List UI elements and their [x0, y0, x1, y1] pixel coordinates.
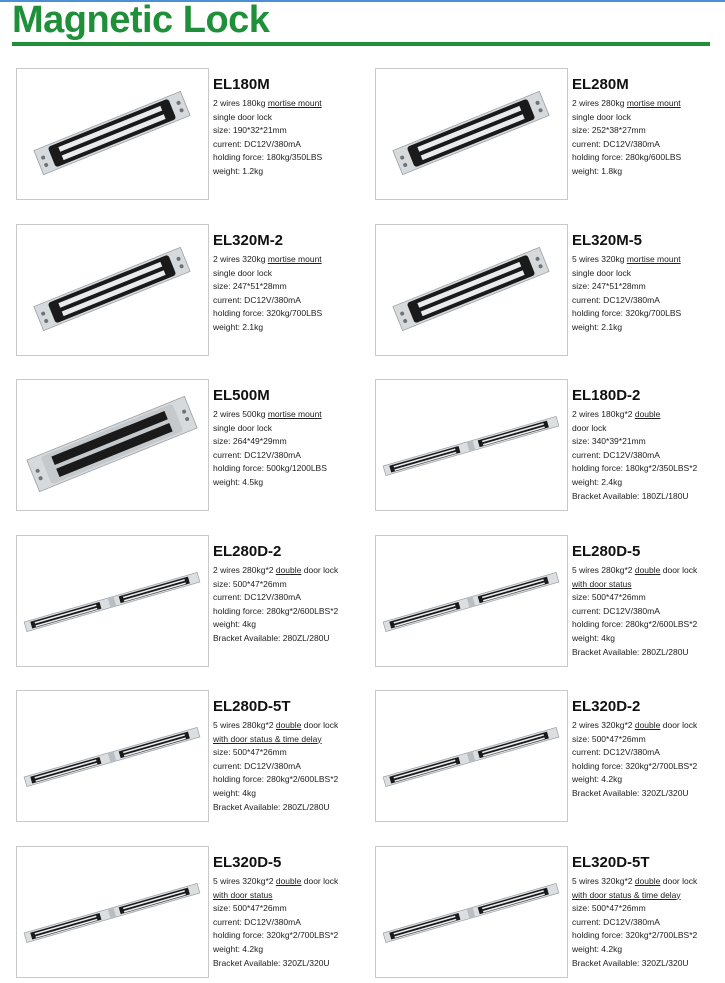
- spec-line: [572, 929, 722, 943]
- spec-text: holding force: 500kg/1200LBS: [213, 463, 327, 474]
- spec-line: [572, 124, 722, 138]
- spec-highlight: mortise mount: [267, 409, 322, 419]
- spec-line: [572, 280, 722, 294]
- spec-highlight: double: [634, 409, 661, 419]
- product-model: EL280M: [572, 76, 629, 93]
- product-model: EL180D-2: [572, 387, 641, 404]
- spec-line: [572, 138, 722, 152]
- spec-line: [572, 435, 722, 449]
- spec-text: size: 247*51*28mm: [213, 281, 287, 292]
- product-image: [375, 224, 568, 356]
- spec-line: [572, 605, 722, 619]
- spec-line: [572, 490, 722, 504]
- spec-highlight: mortise mount: [267, 98, 322, 108]
- spec-line: [572, 111, 722, 125]
- spec-highlight: double: [275, 565, 302, 575]
- spec-text: current: DC12V/380mA: [572, 449, 660, 460]
- spec-text: single door lock: [213, 111, 273, 122]
- spec-line: [213, 875, 363, 889]
- large-mortise-lock-image: [17, 380, 208, 510]
- spec-line: [572, 943, 722, 957]
- spec-text: Bracket Available: 180ZL/180U: [572, 490, 689, 501]
- spec-line: [572, 875, 722, 889]
- spec-text: 2 wires 320kg*2: [572, 720, 635, 730]
- spec-line: [213, 138, 363, 152]
- product-model: EL320D-2: [572, 698, 641, 715]
- product-info: [213, 387, 363, 490]
- spec-line: [572, 253, 722, 267]
- spec-highlight: with door status: [213, 889, 273, 900]
- spec-text: 2 wires 500kg: [213, 409, 268, 419]
- spec-line: [572, 902, 722, 916]
- spec-text: current: DC12V/380mA: [213, 138, 301, 149]
- spec-line: [213, 253, 363, 267]
- spec-line: [213, 165, 363, 179]
- product-card: [375, 846, 720, 978]
- product-card: [16, 535, 361, 667]
- spec-line: [572, 773, 722, 787]
- spec-highlight: mortise mount: [626, 254, 681, 264]
- spec-line: [213, 632, 363, 646]
- product-card: [375, 690, 720, 822]
- spec-text: 2 wires 280kg: [572, 98, 627, 108]
- spec-text: weight: 2.1kg: [213, 321, 264, 332]
- double-door-lock-image: [17, 847, 208, 977]
- spec-text: current: DC12V/380mA: [572, 916, 660, 927]
- spec-line: [572, 578, 722, 592]
- product-card: [16, 846, 361, 978]
- page-title: Magnetic Lock: [12, 0, 270, 41]
- product-info: [213, 854, 363, 970]
- spec-text: holding force: 180kg/350LBS: [213, 152, 323, 163]
- spec-text: Bracket Available: 280ZL/280U: [572, 646, 689, 657]
- spec-line: [213, 280, 363, 294]
- product-image: [16, 690, 209, 822]
- spec-line: [572, 307, 722, 321]
- spec-highlight: double: [634, 876, 661, 886]
- spec-text: 5 wires 320kg: [572, 254, 627, 264]
- spec-line: [213, 957, 363, 971]
- spec-line: [213, 719, 363, 733]
- spec-line: [213, 578, 363, 592]
- product-model: EL280D-2: [213, 543, 282, 560]
- spec-text: weight: 4kg: [213, 619, 256, 630]
- spec-highlight: mortise mount: [626, 98, 681, 108]
- spec-text: weight: 4.2kg: [572, 774, 623, 785]
- spec-text-after: door lock: [301, 565, 339, 575]
- spec-text: Bracket Available: 320ZL/320U: [213, 957, 330, 968]
- product-card: [375, 224, 720, 356]
- product-info: [572, 387, 722, 503]
- spec-text: size: 264*49*29mm: [213, 436, 287, 447]
- product-model: EL320M-2: [213, 232, 284, 249]
- spec-text: current: DC12V/380mA: [572, 138, 660, 149]
- spec-text-after: door lock: [301, 876, 339, 886]
- spec-text: 2 wires 320kg: [213, 254, 268, 264]
- spec-text: weight: 4.2kg: [213, 943, 264, 954]
- spec-text: weight: 2.4kg: [572, 476, 623, 487]
- product-info: [572, 232, 722, 335]
- spec-line: [572, 646, 722, 660]
- spec-highlight: double: [634, 565, 661, 575]
- spec-line: [572, 449, 722, 463]
- spec-line: [572, 462, 722, 476]
- spec-line: [213, 449, 363, 463]
- spec-line: [213, 321, 363, 335]
- spec-text: size: 500*47*26mm: [572, 592, 646, 603]
- spec-line: [213, 408, 363, 422]
- spec-line: [213, 422, 363, 436]
- spec-line: [213, 591, 363, 605]
- spec-text: weight: 4.5kg: [213, 476, 264, 487]
- spec-line: [572, 564, 722, 578]
- spec-text: size: 500*47*26mm: [213, 903, 287, 914]
- single-mortise-lock-image: [17, 225, 208, 355]
- spec-line: [572, 916, 722, 930]
- double-door-lock-image: [376, 847, 567, 977]
- product-info: [572, 854, 722, 970]
- spec-line: [572, 733, 722, 747]
- spec-line: [213, 929, 363, 943]
- product-model: EL320D-5T: [572, 854, 650, 871]
- spec-line: [572, 719, 722, 733]
- spec-line: [572, 267, 722, 281]
- spec-line: [213, 151, 363, 165]
- spec-line: [213, 476, 363, 490]
- spec-line: [213, 733, 363, 747]
- spec-text: 5 wires 280kg*2: [213, 720, 276, 730]
- spec-highlight: with door status & time delay: [572, 889, 681, 900]
- spec-line: [572, 957, 722, 971]
- spec-text: door lock: [572, 422, 607, 433]
- product-model: EL320M-5: [572, 232, 643, 249]
- product-card: [16, 690, 361, 822]
- product-card: [375, 535, 720, 667]
- spec-text: size: 247*51*28mm: [572, 281, 646, 292]
- product-model: EL280D-5: [572, 543, 641, 560]
- spec-line: [213, 760, 363, 774]
- spec-text: size: 500*47*26mm: [572, 903, 646, 914]
- spec-line: [213, 916, 363, 930]
- spec-line: [213, 307, 363, 321]
- spec-line: [572, 165, 722, 179]
- spec-line: [572, 760, 722, 774]
- product-image: [16, 535, 209, 667]
- spec-text: Bracket Available: 320ZL/320U: [572, 957, 689, 968]
- spec-text: weight: 1.8kg: [572, 165, 623, 176]
- product-model: EL280D-5T: [213, 698, 291, 715]
- double-door-lock-image: [376, 536, 567, 666]
- spec-line: [572, 97, 722, 111]
- double-door-lock-image: [376, 691, 567, 821]
- spec-line: [572, 618, 722, 632]
- spec-text: current: DC12V/380mA: [572, 747, 660, 758]
- product-image: [375, 535, 568, 667]
- spec-text: holding force: 320kg/700LBS: [213, 308, 323, 319]
- spec-line: [572, 294, 722, 308]
- spec-text: size: 190*32*21mm: [213, 125, 287, 136]
- product-info: [213, 698, 363, 814]
- product-image: [16, 846, 209, 978]
- product-image: [16, 224, 209, 356]
- spec-text: size: 340*39*21mm: [572, 436, 646, 447]
- single-mortise-lock-image: [376, 69, 567, 199]
- spec-line: [213, 97, 363, 111]
- spec-text: size: 500*47*26mm: [213, 747, 287, 758]
- product-info: [572, 76, 722, 179]
- spec-text: current: DC12V/380mA: [213, 294, 301, 305]
- spec-text: holding force: 180kg*2/350LBS*2: [572, 463, 698, 474]
- product-image: [16, 68, 209, 200]
- spec-text-after: door lock: [301, 720, 339, 730]
- spec-text: single door lock: [572, 267, 632, 278]
- spec-text: Bracket Available: 320ZL/320U: [572, 787, 689, 798]
- single-mortise-lock-image: [376, 225, 567, 355]
- spec-text: current: DC12V/380mA: [213, 592, 301, 603]
- spec-highlight: double: [275, 720, 302, 730]
- spec-line: [213, 746, 363, 760]
- spec-line: [572, 476, 722, 490]
- spec-text: holding force: 280kg/600LBS: [572, 152, 682, 163]
- product-info: [572, 543, 722, 659]
- spec-text: 2 wires 280kg*2: [213, 565, 276, 575]
- product-image: [375, 690, 568, 822]
- product-image: [16, 379, 209, 511]
- spec-text: holding force: 320kg*2/700LBS*2: [572, 760, 698, 771]
- spec-text: 5 wires 320kg*2: [213, 876, 276, 886]
- single-mortise-lock-image: [17, 69, 208, 199]
- spec-text: weight: 1.2kg: [213, 165, 264, 176]
- spec-text: size: 500*47*26mm: [572, 733, 646, 744]
- spec-line: [213, 124, 363, 138]
- spec-text: holding force: 280kg*2/600LBS*2: [213, 774, 339, 785]
- spec-text: weight: 4.2kg: [572, 943, 623, 954]
- product-card: [16, 379, 361, 511]
- spec-highlight: double: [275, 876, 302, 886]
- spec-text: current: DC12V/380mA: [572, 294, 660, 305]
- product-info: [213, 543, 363, 646]
- product-model: EL500M: [213, 387, 270, 404]
- double-door-lock-image: [17, 536, 208, 666]
- spec-line: [213, 618, 363, 632]
- product-card: [16, 224, 361, 356]
- product-info: [572, 698, 722, 801]
- spec-text: holding force: 280kg*2/600LBS*2: [572, 619, 698, 630]
- spec-highlight: with door status & time delay: [213, 733, 322, 744]
- spec-line: [213, 902, 363, 916]
- spec-line: [572, 591, 722, 605]
- spec-text: single door lock: [572, 111, 632, 122]
- spec-text: Bracket Available: 280ZL/280U: [213, 632, 330, 643]
- spec-line: [213, 294, 363, 308]
- product-model: EL320D-5: [213, 854, 282, 871]
- spec-line: [213, 605, 363, 619]
- spec-highlight: with door status: [572, 578, 632, 589]
- title-divider: [12, 42, 710, 46]
- spec-line: [572, 422, 722, 436]
- spec-text: 2 wires 180kg: [213, 98, 268, 108]
- spec-text: 5 wires 280kg*2: [572, 565, 635, 575]
- spec-line: [572, 151, 722, 165]
- spec-text: current: DC12V/380mA: [213, 760, 301, 771]
- spec-line: [572, 408, 722, 422]
- spec-highlight: mortise mount: [267, 254, 322, 264]
- spec-text: Bracket Available: 280ZL/280U: [213, 801, 330, 812]
- spec-text: weight: 4kg: [572, 632, 615, 643]
- spec-text: single door lock: [213, 422, 273, 433]
- spec-text: holding force: 320kg*2/700LBS*2: [572, 930, 698, 941]
- double-door-lock-image: [376, 380, 567, 510]
- spec-text: single door lock: [213, 267, 273, 278]
- product-info: [213, 76, 363, 179]
- spec-highlight: double: [634, 720, 661, 730]
- spec-text: size: 252*38*27mm: [572, 125, 646, 136]
- spec-text: weight: 2.1kg: [572, 321, 623, 332]
- spec-line: [213, 773, 363, 787]
- product-model: EL180M: [213, 76, 270, 93]
- spec-line: [572, 632, 722, 646]
- spec-text-after: door lock: [660, 876, 698, 886]
- spec-line: [213, 111, 363, 125]
- product-image: [375, 846, 568, 978]
- spec-text: size: 500*47*26mm: [213, 578, 287, 589]
- spec-line: [213, 889, 363, 903]
- double-door-lock-image: [17, 691, 208, 821]
- spec-text-after: door lock: [660, 720, 698, 730]
- product-info: [213, 232, 363, 335]
- spec-text: current: DC12V/380mA: [213, 449, 301, 460]
- product-card: [375, 379, 720, 511]
- spec-line: [213, 435, 363, 449]
- spec-text: current: DC12V/380mA: [213, 916, 301, 927]
- spec-line: [213, 787, 363, 801]
- spec-text: 5 wires 320kg*2: [572, 876, 635, 886]
- spec-line: [213, 462, 363, 476]
- spec-line: [572, 787, 722, 801]
- spec-line: [213, 564, 363, 578]
- product-card: [16, 68, 361, 200]
- spec-line: [213, 943, 363, 957]
- spec-text: 2 wires 180kg*2: [572, 409, 635, 419]
- spec-line: [572, 889, 722, 903]
- product-card: [375, 68, 720, 200]
- spec-text: weight: 4kg: [213, 787, 256, 798]
- spec-line: [572, 746, 722, 760]
- spec-line: [572, 321, 722, 335]
- product-image: [375, 379, 568, 511]
- spec-text: current: DC12V/380mA: [572, 605, 660, 616]
- spec-text: holding force: 320kg/700LBS: [572, 308, 682, 319]
- spec-text: holding force: 320kg*2/700LBS*2: [213, 930, 339, 941]
- spec-text-after: door lock: [660, 565, 698, 575]
- spec-text: holding force: 280kg*2/600LBS*2: [213, 605, 339, 616]
- spec-line: [213, 267, 363, 281]
- product-image: [375, 68, 568, 200]
- spec-line: [213, 801, 363, 815]
